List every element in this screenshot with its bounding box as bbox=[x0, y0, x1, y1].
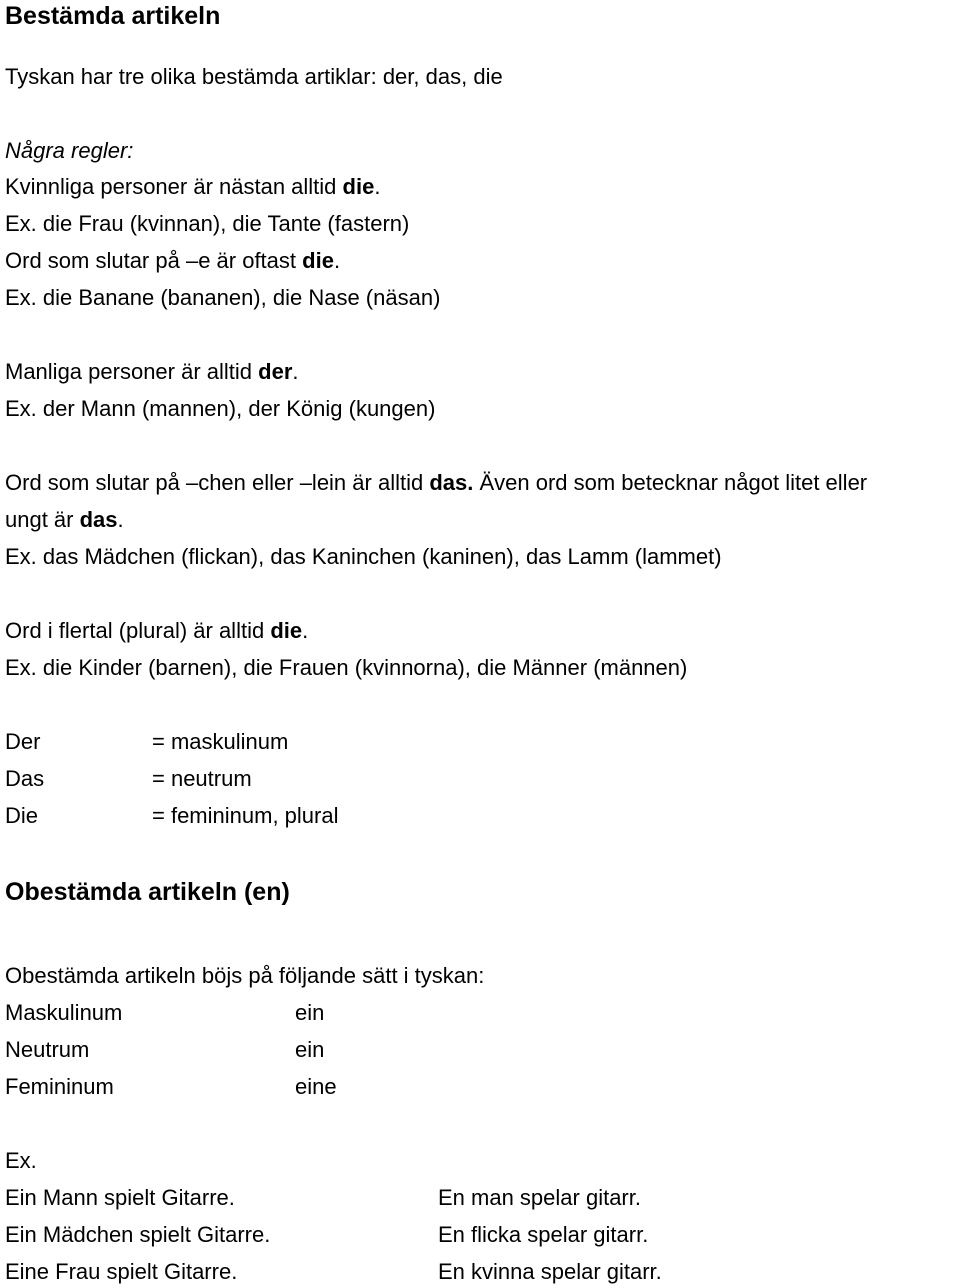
rule-article: das. bbox=[429, 470, 474, 495]
rule-text: Ord i flertal (plural) är alltid bbox=[5, 618, 271, 643]
example-swedish: En man spelar gitarr. bbox=[438, 1185, 641, 1210]
rule-tail: . bbox=[302, 618, 309, 643]
rule-article: das bbox=[79, 507, 118, 532]
example-german: Ein Mädchen spielt Gitarre. bbox=[5, 1222, 271, 1247]
rule-male-persons bbox=[5, 357, 299, 387]
rule-text: ungt är bbox=[5, 507, 80, 532]
rule-article: die bbox=[342, 174, 375, 199]
example-pair bbox=[5, 1220, 649, 1250]
example-line: Ex. der Mann (mannen), der König (kungen) bbox=[5, 396, 436, 421]
rule-article: der bbox=[258, 359, 293, 384]
gender-meaning: = femininum, plural bbox=[152, 803, 339, 828]
rule-tail: . bbox=[117, 507, 124, 532]
rules-label: Några regler: bbox=[5, 138, 134, 163]
heading-indefinite-article: Obestämda artikeln (en) bbox=[5, 878, 290, 906]
rule-text: Kvinnliga personer är nästan alltid bbox=[5, 174, 343, 199]
gender-article: Die bbox=[5, 803, 39, 828]
example-pair bbox=[5, 1183, 641, 1213]
rule-article: die bbox=[302, 248, 334, 273]
gender-row bbox=[5, 801, 339, 831]
example-german: Eine Frau spielt Gitarre. bbox=[5, 1259, 238, 1284]
indef-row bbox=[5, 1035, 325, 1065]
gender-row bbox=[5, 764, 252, 794]
indef-gender: Neutrum bbox=[5, 1037, 90, 1062]
gender-article: Der bbox=[5, 729, 41, 754]
indef-intro: Obestämda artikeln böjs på följande sätt i tyskan: bbox=[5, 963, 485, 988]
rule-text: Manliga personer är alltid bbox=[5, 359, 259, 384]
gender-meaning: = neutrum bbox=[152, 766, 252, 791]
example-swedish: En flicka spelar gitarr. bbox=[438, 1222, 649, 1247]
example-line: Ex. das Mädchen (flickan), das Kaninchen (kaninen), das Lamm (lammet) bbox=[5, 544, 722, 569]
heading-definite-article: Bestämda artikeln bbox=[5, 2, 221, 30]
gender-article: Das bbox=[5, 766, 45, 791]
rule-tail: . bbox=[333, 248, 341, 273]
examples-label: Ex. bbox=[5, 1148, 37, 1173]
indef-article: eine bbox=[295, 1074, 337, 1099]
example-swedish: En kvinna spelar gitarr. bbox=[438, 1259, 662, 1284]
example-pair bbox=[5, 1257, 662, 1287]
intro-text: Tyskan har tre olika bestämda artiklar: der, das, die bbox=[5, 64, 503, 89]
indef-article: ein bbox=[295, 1037, 325, 1062]
example-line: Ex. die Banane (bananen), die Nase (näsan) bbox=[5, 285, 441, 310]
rule-text: Ord som slutar på –chen eller –lein är alltid bbox=[5, 470, 430, 495]
rule-tail: . bbox=[374, 174, 381, 199]
rule-tail: . bbox=[292, 359, 299, 384]
indef-row bbox=[5, 998, 325, 1028]
rule-chen-lein-cont bbox=[5, 505, 124, 535]
gender-row bbox=[5, 727, 289, 757]
gender-meaning: = maskulinum bbox=[152, 729, 289, 754]
rule-e-ending bbox=[5, 246, 340, 276]
rule-female-persons bbox=[5, 172, 380, 202]
indef-row bbox=[5, 1072, 337, 1102]
indef-article: ein bbox=[295, 1000, 325, 1025]
example-line: Ex. die Frau (kvinnan), die Tante (fastern) bbox=[5, 211, 410, 236]
rule-article: die bbox=[270, 618, 303, 643]
rule-text: Ord som slutar på –e är oftast bbox=[5, 248, 303, 273]
rule-tail: Även ord som betecknar något litet eller bbox=[473, 470, 868, 495]
example-line: Ex. die Kinder (barnen), die Frauen (kvinnorna), die Männer (männen) bbox=[5, 655, 688, 680]
rule-chen-lein bbox=[5, 468, 867, 498]
example-german: Ein Mann spielt Gitarre. bbox=[5, 1185, 235, 1210]
indef-gender: Maskulinum bbox=[5, 1000, 123, 1025]
indef-gender: Femininum bbox=[5, 1074, 114, 1099]
rule-plural bbox=[5, 616, 308, 646]
